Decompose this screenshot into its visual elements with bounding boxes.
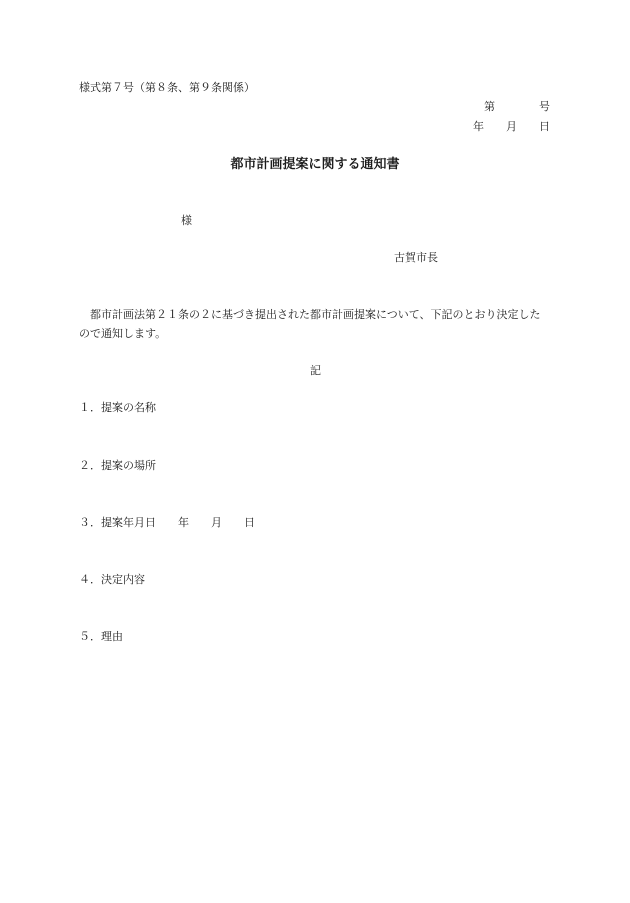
item-proposal-date: ３．提案年月日 年 月 日 xyxy=(79,516,255,529)
item-proposal-name: １．提案の名称 xyxy=(79,401,156,414)
ki-heading: 記 xyxy=(310,364,321,377)
item-reason: ５．理由 xyxy=(79,630,123,643)
item-decision-content: ４．決定内容 xyxy=(79,573,145,586)
document-number: 第 号 xyxy=(484,100,550,113)
document-date: 年 月 日 xyxy=(473,120,550,133)
body-text-line-1: 都市計画法第２１条の２に基づき提出された都市計画提案について、下記のとおり決定した xyxy=(90,308,541,321)
document-title: 都市計画提案に関する通知書 xyxy=(230,157,400,172)
item-proposal-location: ２．提案の場所 xyxy=(79,459,156,472)
body-text-line-2: ので通知します。 xyxy=(79,327,167,340)
addressee-honorific: 様 xyxy=(181,214,192,227)
sender-name: 古賀市長 xyxy=(394,251,438,264)
form-number: 様式第７号（第８条、第９条関係） xyxy=(79,81,255,94)
